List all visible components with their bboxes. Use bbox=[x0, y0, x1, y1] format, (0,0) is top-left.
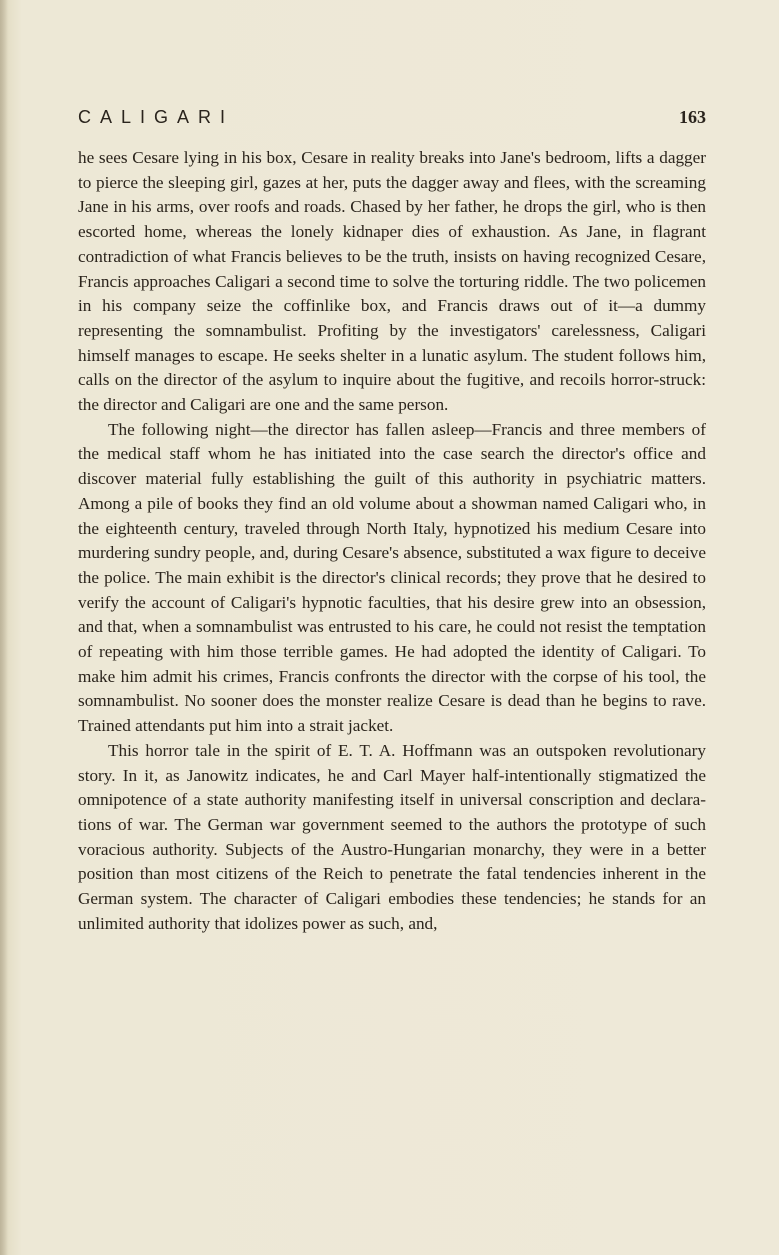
paragraph-3: This horror tale in the spirit of E. T. A. Hoffmann was an outspoken revolutionary story. In it, as Janowitz indicates, he and Carl Mayer half-intentionally stigmatized the omnipotence of a state authority manifesting itself in universal conscription and declarations of war. The German war government seemed to the authors the prototype of such voracious authority. Subjects of the Austro-Hungarian monarchy, they were in a better position than most citizens of the Reich to penetrate the fatal tendencies inherent in the German system. The character of Caligari embodies these tendencies; he stands for an unlimited authority that idolizes power as such, and, bbox=[78, 740, 706, 933]
body-text bbox=[78, 146, 706, 937]
spine-shadow bbox=[0, 0, 8, 1255]
page-number: 163 bbox=[679, 107, 706, 127]
paragraph-1: he sees Cesare lying in his box, Cesare in reality breaks into Jane's bedroom, lifts a dagger to pierce the sleeping girl, gazes at her, puts the dagger away and flees, with the screaming Jane in his arms, over roofs and roads. Chased by her father, he drops the girl, who is then escorted home, whereas the lonely kidnaper dies of exhaustion. As Jane, in flagrant contradiction of what Francis believes to be the truth, insists on having recognized Cesare, Francis approaches Caligari a second time to solve the torturing riddle. The two policemen in his company seize the coffinlike box, and Francis draws out of it—a dummy representing the somnambulist. Profiting by the investigators' carelessness, Caligari himself manages to escape. He seeks shelter in a lunatic asylum. The student follows him, calls on the director of the asylum to inquire about the fugitive, and recoils horror-struck: the director and Caligari are one and the same person. bbox=[78, 148, 706, 415]
running-head: CALIGARI bbox=[78, 107, 235, 127]
paragraph-2: The following night—the director has fallen asleep—Francis and three members of the medical staff whom he has initiated into the case search the director's office and discover material fully establishing the guilt of this authority in psychiatric matters. Among a pile of books they find an old volume about a showman named Caligari who, in the eighteenth century, traveled through North Italy, hypnotized his medium Cesare into murdering sundry people, and, during Cesare's absence, substituted a wax figure to deceive the police. The main exhibit is the director's clinical records; they prove that he desired to verify the account of Caligari's hypnotic faculties, that his desire grew into an obsession, and that, when a somnambulist was entrusted to his care, he could not resist the temptation of repeating with him those terrible games. He had adopted the identity of Caligari. To make him admit his crimes, Francis confronts the director with the corpse of his tool, the somnambulist. No sooner does the monster realize Cesare is dead than he begins to rave. Trained attendants put him into a strait jacket. bbox=[78, 419, 706, 736]
page-header bbox=[78, 104, 706, 130]
